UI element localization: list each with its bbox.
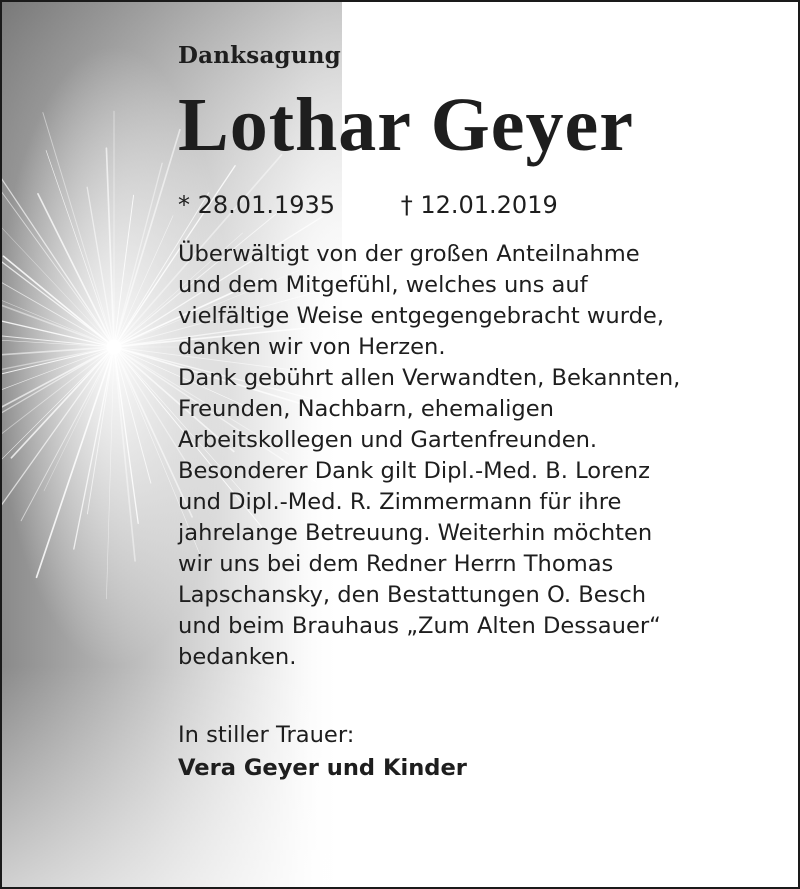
deceased-name: Lothar Geyer xyxy=(178,83,634,167)
birth-date: * 28.01.1935 xyxy=(178,191,336,219)
text-line: und Dipl.-Med. R. Zimmermann für ihre xyxy=(178,489,622,515)
notice-heading: Danksagung xyxy=(178,42,341,69)
text-line: bedanken. xyxy=(178,644,297,670)
thanks-text xyxy=(178,239,768,673)
text-line: Freunden, Nachbarn, ehemaligen xyxy=(178,396,554,422)
text-line: und dem Mitgefühl, welches uns auf xyxy=(178,272,588,298)
text-line: Dank gebührt allen Verwandten, Bekannten, xyxy=(178,365,681,391)
closing-intro: In stiller Trauer: xyxy=(178,722,355,748)
text-line: Überwältigt von der großen Anteilnahme xyxy=(178,241,640,267)
text-line: Besonderer Dank gilt Dipl.-Med. B. Lorenz xyxy=(178,458,650,484)
text-line: vielfältige Weise entgegengebracht wurde, xyxy=(178,303,665,329)
notice-content xyxy=(178,42,768,784)
text-line: Lapschansky, den Bestattungen O. Besch xyxy=(178,582,647,608)
text-line: Arbeitskollegen und Gartenfreunden. xyxy=(178,427,598,453)
text-line: und beim Brauhaus „Zum Alten Dessauer“ xyxy=(178,613,661,639)
closing-block xyxy=(178,720,768,784)
life-dates xyxy=(178,191,768,219)
death-date: † 12.01.2019 xyxy=(400,191,558,219)
signature: Vera Geyer und Kinder xyxy=(178,755,467,781)
text-line: jahrelange Betreuung. Weiterhin möchten xyxy=(178,520,653,546)
text-line: danken wir von Herzen. xyxy=(178,334,446,360)
text-line: wir uns bei dem Redner Herrn Thomas xyxy=(178,551,614,577)
